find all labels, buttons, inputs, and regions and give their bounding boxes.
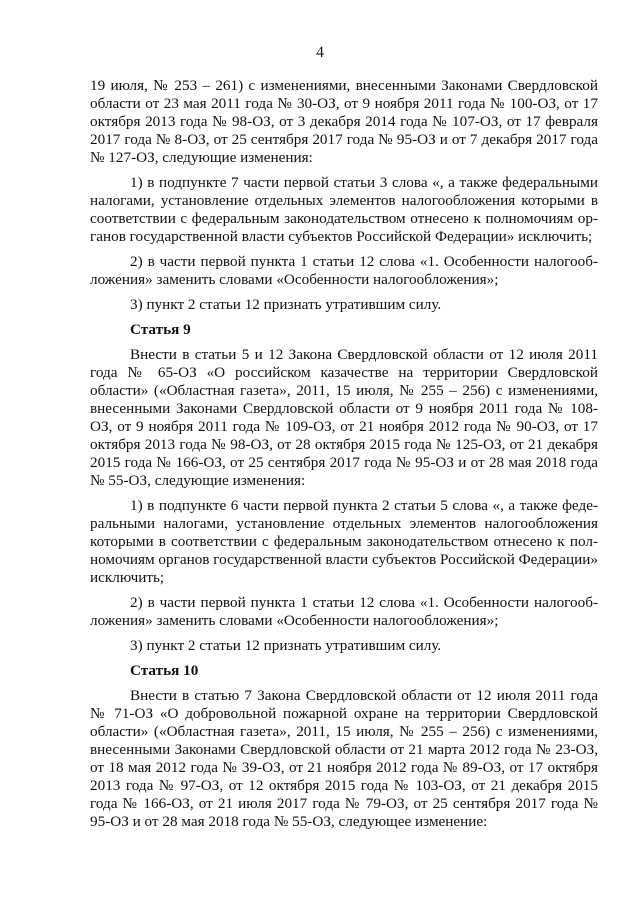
page-number: 4 — [316, 44, 324, 61]
paragraph-item-2: 2) в части первой пункта 1 статьи 12 слова «1. Особенности налогообложения» заменить словами «Особенности налогообложения»; — [90, 253, 598, 288]
article-10-heading: Статья 10 — [130, 662, 199, 679]
paragraph-continuation: 19 июля, № 253 – 261) с изменениями, внесенными Законами Свердловской области от 23 мая 2011 года № 30-ОЗ, от 9 ноября 2011 года № 100-ОЗ, от 17 октября 2013 года № 98-ОЗ, от 3 декабря 2014 года № 107-ОЗ, от 17 февраля 2017 года № 8-ОЗ, от 25 сентября 2017 года № 95-ОЗ и от 7 декабря 2017 года № 127-ОЗ, следующие изменения: — [90, 77, 598, 166]
article-10-intro: Внести в статью 7 Закона Свердловской области от 12 июля 2011 года № 71-ОЗ «О добровольной пожарной охране на территории Свердловской области» («Областная газета», 2011, 15 июля, № 255 – 256) с изменениями, внесенными Законами Свердловской области от 21 марта 2012 года № 23-ОЗ, от 18 мая 2012 года № 39-ОЗ, от 21 ноября 2012 года № 89-ОЗ, от 17 октября 2013 года № 97-ОЗ, от 12 октября 2015 года № 103-ОЗ, от 21 декабря 2015 года № 166-ОЗ, от 21 июля 2017 года № 79-ОЗ, от 25 сентября 2017 года № 95-ОЗ и от 28 мая 2018 года № 55-ОЗ, следующее изменение: — [90, 687, 598, 830]
article-9-heading: Статья 9 — [130, 321, 191, 338]
article-9-item-1: 1) в подпункте 6 части первой пункта 2 статьи 5 слова «, а также федеральными налогами, установление отдельных элементов налогообложения которыми в соответствии с федеральным законодательством отнесено к полномочиям органов государственной власти субъектов Российской Федерации» исключить; — [90, 497, 598, 586]
document-body — [90, 77, 598, 831]
paragraph-item-3: 3) пункт 2 статьи 12 признать утратившим силу. — [130, 296, 442, 313]
article-9-item-3: 3) пункт 2 статьи 12 признать утратившим силу. — [130, 637, 442, 654]
article-9-item-2: 2) в части первой пункта 1 статьи 12 слова «1. Особенности налогообложения» заменить словами «Особенности налогообложения»; — [90, 594, 598, 629]
paragraph-item-1: 1) в подпункте 7 части первой статьи 3 слова «, а также федеральными налогами, установление отдельных элементов налогообложения которыми в соответствии с федеральным законодательством отнесено к полномочиям органов государственной власти субъектов Российской Федерации» исключить; — [90, 174, 598, 245]
article-9-intro: Внести в статьи 5 и 12 Закона Свердловской области от 12 июля 2011 года № 65-ОЗ «О российском казачестве на территории Свердловской области» («Областная газета», 2011, 15 июля, № 255 – 256) с изменениями, внесенными Законами Свердловской области от 9 ноября 2011 года № 108-ОЗ, от 9 ноября 2011 года № 109-ОЗ, от 21 ноября 2012 года № 90-ОЗ, от 17 октября 2013 года № 98-ОЗ, от 28 октября 2015 года № 125-ОЗ, от 21 декабря 2015 года № 166-ОЗ, от 25 сентября 2017 года № 95-ОЗ и от 28 мая 2018 года № 55-ОЗ, следующие изменения: — [90, 346, 598, 489]
